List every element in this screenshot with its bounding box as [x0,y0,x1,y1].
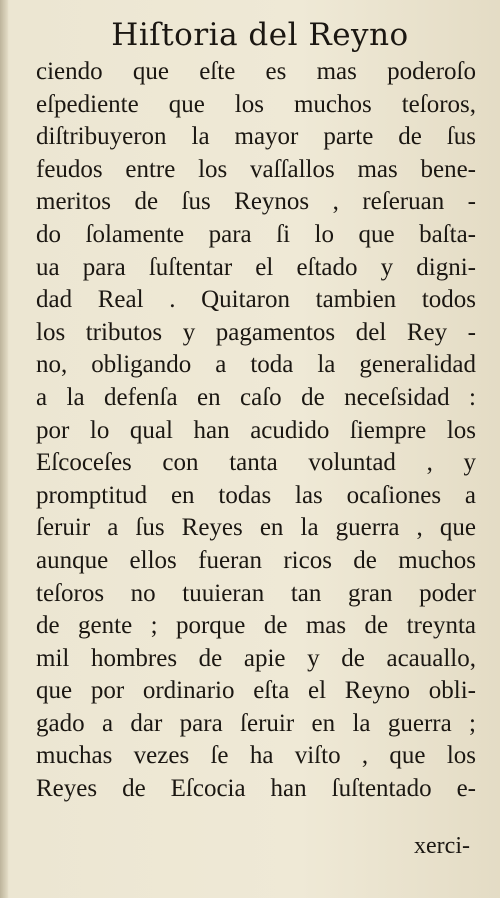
text-line: meritos de ſus Reynos , reſeruan - [36,188,476,216]
catchword: xerci- [414,833,470,859]
text-line: ſeruir a ſus Reyes en la guerra , que [36,514,476,542]
text-line: que por ordinario eſta el Reyno obli- [36,677,476,705]
text-line: dad Real . Quitaron tambien todos [36,286,476,314]
text-line: ua para ſuſtentar el eſtado y digni- [36,253,476,281]
running-head: Hiſtoria del Reyno [111,17,409,53]
text-line: do ſolamente para ſi lo que baſta- [36,220,476,248]
page-header [0,8,500,62]
text-line: aunque ellos fueran ricos de muchos [36,546,476,574]
text-line: a la defenſa en caſo de neceſsidad : [36,383,476,411]
text-line: Eſcoceſes con tanta voluntad , y [36,449,476,477]
text-line: Reyes de Eſcocia han ſuſtentado e- [36,775,476,803]
text-line: los tributos y pagamentos del Rey - [36,318,476,346]
text-line: no, obligando a toda la generalidad [36,351,476,379]
text-line: feudos entre los vaſſallos mas bene- [36,155,476,183]
text-line: de gente ; porque de mas de treynta [36,612,476,640]
page-gutter [0,0,8,898]
text-line: por lo qual han acudido ſiempre los [36,416,476,444]
text-line: eſpediente que los muchos teſoros, [36,90,476,118]
text-line: muchas vezes ſe ha viſto , que los [36,742,476,770]
text-line: gado a dar para ſeruir en la guerra ; [36,709,476,737]
text-line: ciendo que eſte es mas poderoſo [36,58,476,85]
text-line: mil hombres de apie y de acauallo, [36,644,476,672]
text-line: diſtribuyeron la mayor parte de ſus [36,123,476,151]
text-line: promptitud en todas las ocaſiones a [36,481,476,509]
body-text [36,56,476,806]
text-line: teſoros no tuuieran tan gran poder [36,579,476,607]
